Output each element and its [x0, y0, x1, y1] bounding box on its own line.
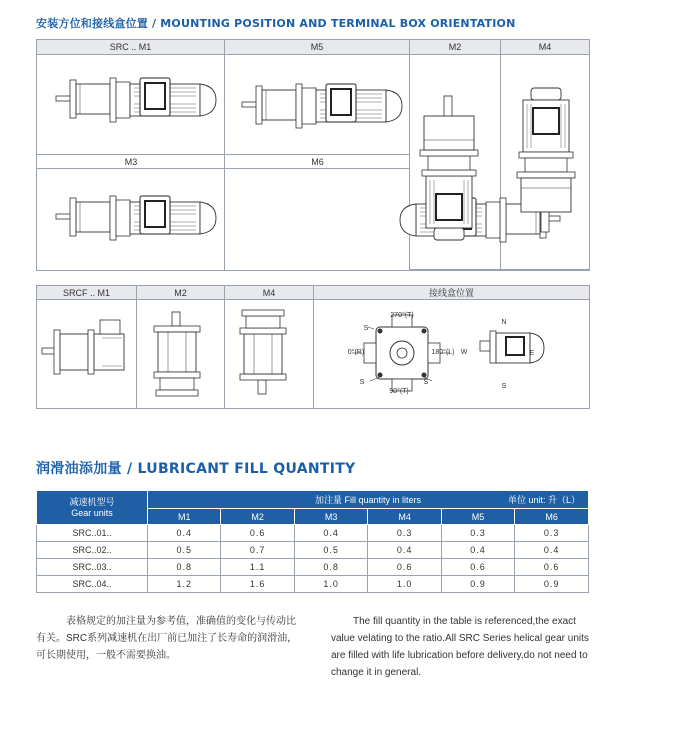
- e-label: E: [529, 350, 535, 357]
- note-english: The fill quantity in the table is referenced,the exact value velating to the ratio.All SRC Series helical gear units are filled with life lubrication before delivery,do not need to change it in general.: [331, 616, 589, 678]
- table-row: [37, 559, 589, 576]
- col-header-m4: M4: [368, 509, 441, 525]
- srcf-m1-header: SRCF .. M1: [37, 286, 137, 300]
- gear-motor-m1-drawing: [56, 74, 216, 124]
- src-m4-header: M4: [501, 40, 589, 55]
- deg270-label: 270°(T): [390, 312, 414, 319]
- col-header-m1: M1: [148, 509, 221, 525]
- col-header-m5: M5: [441, 509, 514, 525]
- table-row: [37, 576, 589, 593]
- table-cell: 1.1: [221, 559, 294, 576]
- table-cell: 0.4: [368, 542, 441, 559]
- table-cell: 0.8: [294, 559, 367, 576]
- table-cell: 0.6: [441, 559, 514, 576]
- n-label: N: [501, 319, 507, 326]
- gear-units-en: Gear units: [71, 507, 113, 518]
- table-cell: 0.4: [515, 542, 589, 559]
- lubricant-table: [36, 490, 589, 593]
- table-row: [37, 542, 589, 559]
- table-cell: 0.6: [368, 559, 441, 576]
- table-cell: 0.6: [221, 525, 294, 542]
- srcf-m4-header: M4: [225, 286, 314, 300]
- s-label-bottom-right: S: [423, 379, 429, 386]
- fill-quantity-label: 加注量 Fill quantity in liters: [314, 495, 422, 505]
- lubricant-section-title: 润滑油添加量 / LUBRICANT FILL QUANTITY: [36, 461, 356, 477]
- col-header-m3: M3: [294, 509, 367, 525]
- row-model: SRC..03..: [37, 559, 148, 576]
- table-cell: 0.4: [148, 525, 221, 542]
- table-cell: 1.0: [368, 576, 441, 593]
- srcf-m2-header: M2: [137, 286, 225, 300]
- fill-quantity-header: [148, 491, 589, 509]
- s-label-top: S: [363, 325, 369, 332]
- deg90-label: 90°(T): [389, 388, 409, 395]
- gear-motor-m2-drawing: [418, 92, 480, 240]
- note-chinese: 表格规定的加注量为参考值，准确值的变化与传动比有关。SRC系列减速机在出厂前已加注了长寿命的润滑油，可长期使用，一般不需要换油。: [36, 616, 298, 661]
- gear-motor-m4-drawing: [515, 88, 577, 236]
- s-label-bottom-left: S: [359, 379, 365, 386]
- w-label: W: [460, 349, 468, 356]
- src-m2-header: M2: [410, 40, 501, 55]
- deg0-label: 0°(R): [347, 349, 365, 356]
- table-cell: 0.7: [221, 542, 294, 559]
- table-row: [37, 525, 589, 542]
- table-cell: 0.9: [441, 576, 514, 593]
- table-cell: 1.6: [221, 576, 294, 593]
- col-header-m2: M2: [221, 509, 294, 525]
- gear-units-header: [37, 491, 148, 525]
- row-model: SRC..01..: [37, 525, 148, 542]
- src-m5-header: M5: [225, 40, 410, 55]
- src-m1-header: SRC .. M1: [37, 40, 225, 55]
- table-cell: 0.6: [515, 559, 589, 576]
- flange-motor-m2-drawing: [154, 312, 200, 396]
- table-cell: 0.9: [515, 576, 589, 593]
- gear-motor-m5-drawing: [242, 80, 402, 130]
- src-m3-label: M3: [124, 157, 138, 167]
- table-cell: 0.4: [441, 542, 514, 559]
- src-m6-cell: [225, 155, 410, 270]
- src-lower-divider: [36, 168, 409, 169]
- mounting-section-title: 安装方位和接线盒位置 / MOUNTING POSITION AND TERMINAL BOX ORIENTATION: [36, 17, 516, 30]
- table-cell: 0.3: [441, 525, 514, 542]
- table-cell: 0.8: [148, 559, 221, 576]
- table-cell: 0.5: [148, 542, 221, 559]
- table-cell: 1.0: [294, 576, 367, 593]
- flange-motor-m1-drawing: [42, 320, 132, 390]
- col-header-m6: M6: [515, 509, 589, 525]
- flange-motor-m4-drawing: [240, 310, 286, 394]
- src-m6-label: M6: [311, 157, 324, 167]
- row-model: SRC..04..: [37, 576, 148, 593]
- deg180-label: 180°(L): [431, 349, 455, 356]
- table-cell: 0.3: [515, 525, 589, 542]
- terminal-box-header: 接线盒位置: [314, 286, 589, 300]
- s-label-side: S: [501, 383, 507, 390]
- table-cell: 0.3: [368, 525, 441, 542]
- table-cell: 0.4: [294, 525, 367, 542]
- gear-units-cn: 减速机型号: [69, 496, 115, 507]
- unit-label: 单位 unit: 升（L）: [507, 495, 580, 505]
- table-cell: 1.2: [148, 576, 221, 593]
- table-cell: 0.5: [294, 542, 367, 559]
- row-model: SRC..02..: [37, 542, 148, 559]
- gear-motor-m3-drawing: [56, 192, 216, 242]
